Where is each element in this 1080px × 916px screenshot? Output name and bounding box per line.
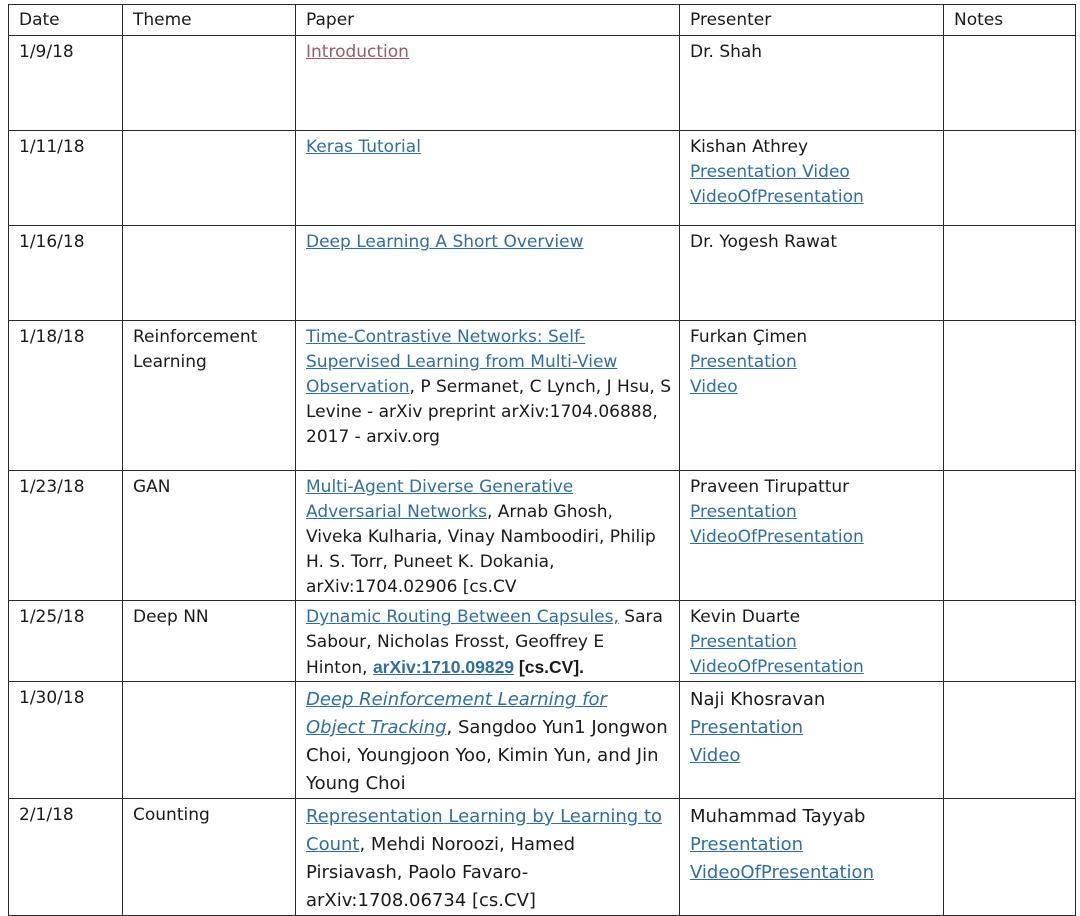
date-cell: 1/18/18 (9, 321, 123, 471)
presenter-name: Dr. Shah (690, 42, 763, 62)
table-row (9, 471, 1076, 601)
table-row (9, 131, 1076, 226)
theme-cell (123, 131, 296, 226)
paper-link[interactable]: Keras Tutorial (306, 137, 421, 157)
arxiv-category: [cs.CV]. (514, 657, 585, 677)
date-cell: 1/30/18 (9, 682, 123, 799)
schedule-table (8, 4, 1076, 916)
header-notes: Notes (944, 5, 1076, 36)
theme-cell: Deep NN (123, 601, 296, 682)
paper-link[interactable]: Representation Learning by Learning to Count (306, 806, 663, 855)
presentation-link[interactable]: Presentation (690, 632, 797, 652)
table-row (9, 682, 1076, 799)
presenter-cell (680, 682, 944, 799)
paper-authors: , Arnab Ghosh, Viveka Kulharia, Vinay Namboodiri, Philip H. S. Torr, Puneet K. Dokania, arXiv:1704.02906 [cs.CV (306, 502, 656, 597)
presentation-link[interactable]: Presentation (690, 352, 797, 372)
notes-cell (944, 226, 1076, 321)
paper-cell (296, 471, 680, 601)
paper-authors: , P Sermanet, C Lynch, J Hsu, S Levine - arXiv preprint arXiv:1704.06888, 2017 - arxiv.org (306, 377, 671, 447)
paper-cell (296, 682, 680, 799)
theme-cell: Reinforcement Learning (123, 321, 296, 471)
date-cell: 1/23/18 (9, 471, 123, 601)
notes-cell (944, 131, 1076, 226)
paper-cell (296, 131, 680, 226)
video-link[interactable]: Video (690, 377, 738, 397)
video-of-presentation-link[interactable]: VideoOfPresentation (690, 527, 864, 547)
paper-cell (296, 321, 680, 471)
presenter-cell (680, 36, 944, 131)
video-of-presentation-link[interactable]: VideoOfPresentation (690, 862, 874, 883)
theme-cell: Counting (123, 799, 296, 916)
paper-link[interactable]: Deep Learning A Short Overview (306, 232, 584, 252)
video-of-presentation-link[interactable]: VideoOfPresentation (690, 187, 864, 207)
notes-cell (944, 321, 1076, 471)
presentation-link[interactable]: Presentation (690, 502, 797, 522)
table-row (9, 36, 1076, 131)
presentation-video-link[interactable]: Presentation Video (690, 162, 850, 182)
theme-cell (123, 226, 296, 321)
arxiv-link[interactable]: arXiv:1710.09829 (372, 657, 515, 677)
notes-cell (944, 471, 1076, 601)
presenter-cell (680, 471, 944, 601)
presenter-name: Naji Khosravan (690, 689, 826, 710)
presenter-name: Kevin Duarte (690, 607, 801, 627)
date-cell: 2/1/18 (9, 799, 123, 916)
notes-cell (944, 601, 1076, 682)
presenter-cell (680, 321, 944, 471)
header-paper: Paper (296, 5, 680, 36)
header-theme: Theme (123, 5, 296, 36)
theme-cell (123, 36, 296, 131)
video-of-presentation-link[interactable]: VideoOfPresentation (690, 657, 864, 677)
paper-cell (296, 799, 680, 916)
presenter-name: Dr. Yogesh Rawat (690, 232, 837, 252)
date-cell: 1/16/18 (9, 226, 123, 321)
paper-cell (296, 601, 680, 682)
presenter-name: Furkan Çimen (690, 327, 808, 347)
presenter-name: Muhammad Tayyab (690, 806, 866, 827)
presentation-link[interactable]: Presentation (690, 717, 804, 738)
presenter-name: Praveen Tirupattur (690, 477, 850, 497)
date-cell: 1/11/18 (9, 131, 123, 226)
theme-cell (123, 682, 296, 799)
presenter-name: Kishan Athrey (690, 137, 809, 157)
theme-cell: GAN (123, 471, 296, 601)
header-date: Date (9, 5, 123, 36)
date-cell: 1/25/18 (9, 601, 123, 682)
video-link[interactable]: Video (690, 745, 741, 766)
paper-link[interactable]: Multi-Agent Diverse Generative Adversarial Networks (306, 477, 574, 522)
paper-link[interactable]: Deep Reinforcement Learning for Object Tracking (306, 689, 607, 738)
presentation-link[interactable]: Presentation (690, 834, 804, 855)
paper-link[interactable]: Dynamic Routing Between Capsules, (306, 607, 619, 627)
paper-authors: , Sangdoo Yun1 Jongwon Choi, Youngjoon Yoo, Kimin Yun, and Jin Young Choi (306, 717, 668, 794)
paper-authors: , Mehdi Noroozi, Hamed Pirsiavash, Paolo Favaro- arXiv:1708.06734 [cs.CV] (306, 834, 576, 911)
table-row (9, 226, 1076, 321)
paper-authors: Sara Sabour, Nicholas Frosst, Geoffrey E Hinton, (306, 607, 663, 678)
paper-cell (296, 36, 680, 131)
header-presenter: Presenter (680, 5, 944, 36)
table-row (9, 799, 1076, 916)
paper-link[interactable]: Time-Contrastive Networks: Self-Supervised Learning from Multi-View Observation (306, 327, 618, 397)
presenter-cell (680, 226, 944, 321)
notes-cell (944, 682, 1076, 799)
notes-cell (944, 799, 1076, 916)
paper-cell (296, 226, 680, 321)
table-row (9, 321, 1076, 471)
table-row (9, 601, 1076, 682)
notes-cell (944, 36, 1076, 131)
presenter-cell (680, 601, 944, 682)
date-cell: 1/9/18 (9, 36, 123, 131)
presenter-cell (680, 131, 944, 226)
presenter-cell (680, 799, 944, 916)
header-row (9, 5, 1076, 36)
paper-link[interactable]: Introduction (306, 42, 409, 62)
